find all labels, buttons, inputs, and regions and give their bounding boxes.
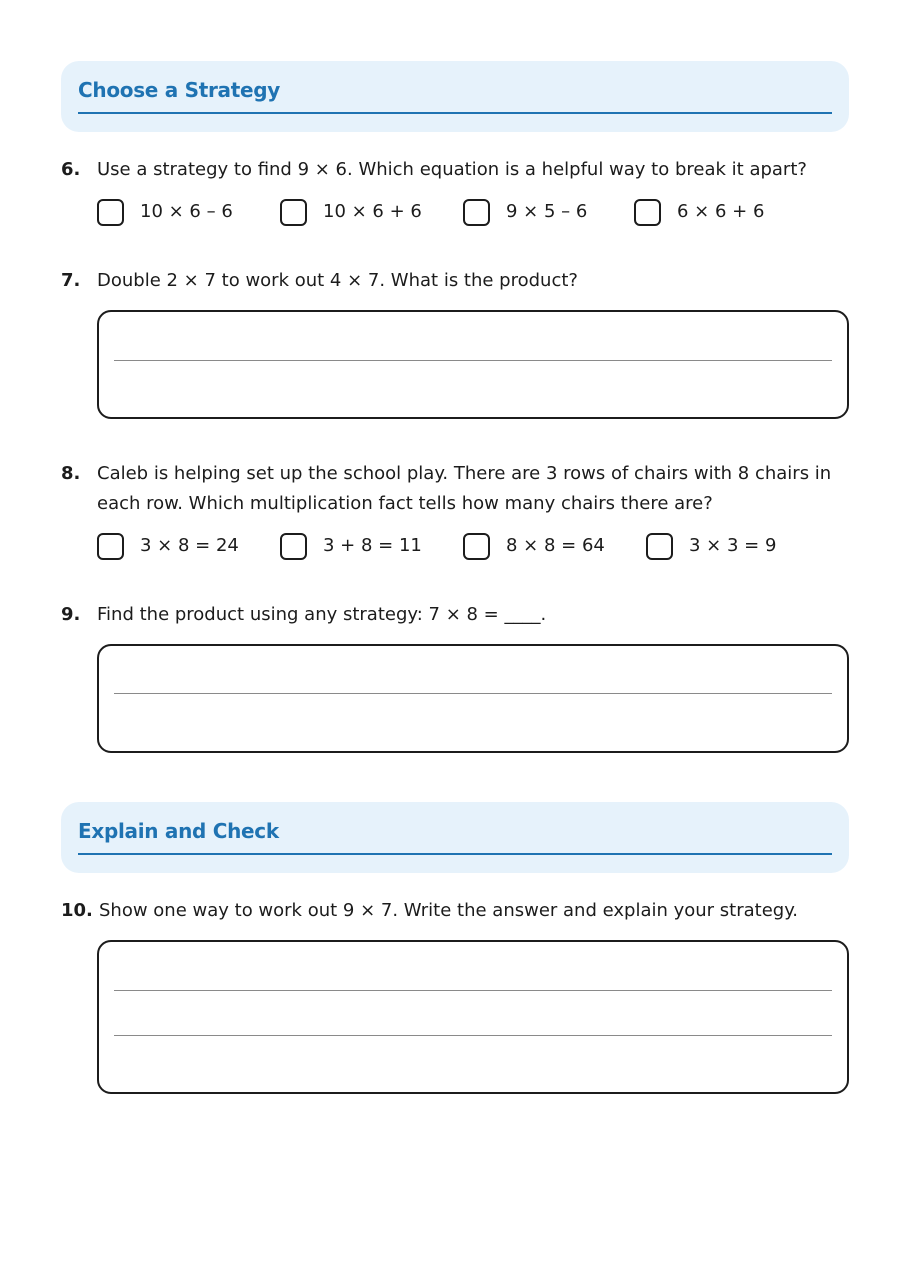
question-number: 10. xyxy=(61,900,93,921)
checkbox[interactable] xyxy=(463,533,490,560)
question-text: Double 2 × 7 to work out 4 × 7. What is the product? xyxy=(97,270,578,291)
option-label: 6 × 6 + 6 xyxy=(677,201,765,222)
option-label: 10 × 6 – 6 xyxy=(140,201,233,222)
question-7 xyxy=(61,266,851,296)
question-text: Find the product using any strategy: 7 × 8 = ____. xyxy=(97,604,547,625)
option-label: 3 + 8 = 11 xyxy=(323,535,422,556)
question-9 xyxy=(61,600,851,630)
answer-line xyxy=(114,990,832,991)
answer-box-q7[interactable] xyxy=(97,310,849,419)
checkbox[interactable] xyxy=(280,533,307,560)
question-10 xyxy=(61,896,851,926)
option-label: 9 × 5 – 6 xyxy=(506,201,588,222)
question-number: 8. xyxy=(61,463,81,484)
question-number: 7. xyxy=(61,270,81,291)
answer-line xyxy=(114,693,832,694)
answer-line xyxy=(114,1035,832,1036)
answer-box-q10[interactable] xyxy=(97,940,849,1094)
question-8 xyxy=(61,459,851,519)
question-number: 9. xyxy=(61,604,81,625)
option-label: 8 × 8 = 64 xyxy=(506,535,605,556)
section-title: Choose a Strategy xyxy=(78,78,280,102)
question-text-line-2: each row. Which multiplication fact tells how many chairs there are? xyxy=(97,493,713,514)
checkbox[interactable] xyxy=(97,533,124,560)
checkbox[interactable] xyxy=(463,199,490,226)
section-banner-choose-strategy xyxy=(61,61,849,132)
question-text: Use a strategy to find 9 × 6. Which equation is a helpful way to break it apart? xyxy=(97,159,807,180)
checkbox[interactable] xyxy=(97,199,124,226)
checkbox[interactable] xyxy=(634,199,661,226)
checkbox[interactable] xyxy=(646,533,673,560)
answer-line xyxy=(114,360,832,361)
question-6 xyxy=(61,155,851,185)
section-title: Explain and Check xyxy=(78,819,279,843)
section-banner-explain-check xyxy=(61,802,849,873)
question-number: 6. xyxy=(61,159,81,180)
question-text: Show one way to work out 9 × 7. Write the answer and explain your strategy. xyxy=(99,900,799,921)
option-label: 3 × 3 = 9 xyxy=(689,535,777,556)
checkbox[interactable] xyxy=(280,199,307,226)
section-underline xyxy=(78,112,832,114)
question-text-line-1: Caleb is helping set up the school play. There are 3 rows of chairs with 8 chairs in xyxy=(97,463,832,484)
option-label: 3 × 8 = 24 xyxy=(140,535,239,556)
option-label: 10 × 6 + 6 xyxy=(323,201,422,222)
answer-box-q9[interactable] xyxy=(97,644,849,753)
section-underline xyxy=(78,853,832,855)
